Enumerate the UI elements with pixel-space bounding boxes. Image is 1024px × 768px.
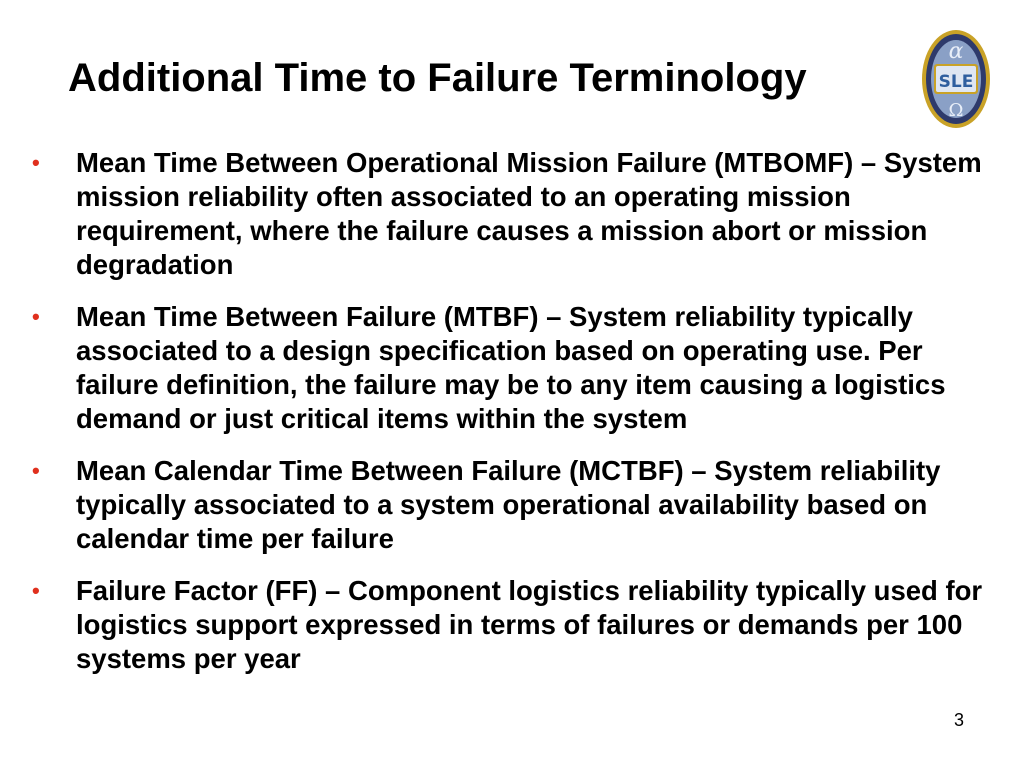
bullet-item-mtbf [26, 300, 1001, 436]
bullet-list [26, 146, 1001, 694]
logo-letters: SLE [938, 72, 974, 92]
bullet-text: Mean Time Between Failure (MTBF) – System reliability typically associated to a design specification based on operating use. Per failure definition, the failure may be to any item causing a logistics demand or just critical items within the system [76, 301, 946, 434]
sle-emblem-icon [920, 28, 992, 130]
bullet-dot-icon: • [32, 578, 40, 603]
bullet-text: Mean Calendar Time Between Failure (MCTBF) – System reliability typically associated to a system operational availability based on calendar time per failure [76, 455, 941, 554]
bullet-dot-icon: • [32, 304, 40, 329]
bullet-item-mtbomf [26, 146, 1001, 282]
slide-title: Additional Time to Failure Terminology [68, 56, 807, 100]
bullet-item-mctbf [26, 454, 1001, 556]
bullet-dot-icon: • [32, 150, 40, 175]
page-number: 3 [953, 710, 964, 730]
logo-bottom-glyph: Ω [948, 100, 964, 121]
bullet-text: Failure Factor (FF) – Component logistics reliability typically used for logistics support expressed in terms of failures or demands per 100 systems per year [76, 575, 983, 674]
bullet-item-ff [26, 574, 1001, 676]
bullet-dot-icon: • [32, 458, 40, 483]
logo-top-glyph: α [948, 39, 964, 64]
bullet-text: Mean Time Between Operational Mission Failure (MTBOMF) – System mission reliability often associated to an operating mission requirement, where the failure causes a mission abort or mission degradation [76, 147, 982, 280]
